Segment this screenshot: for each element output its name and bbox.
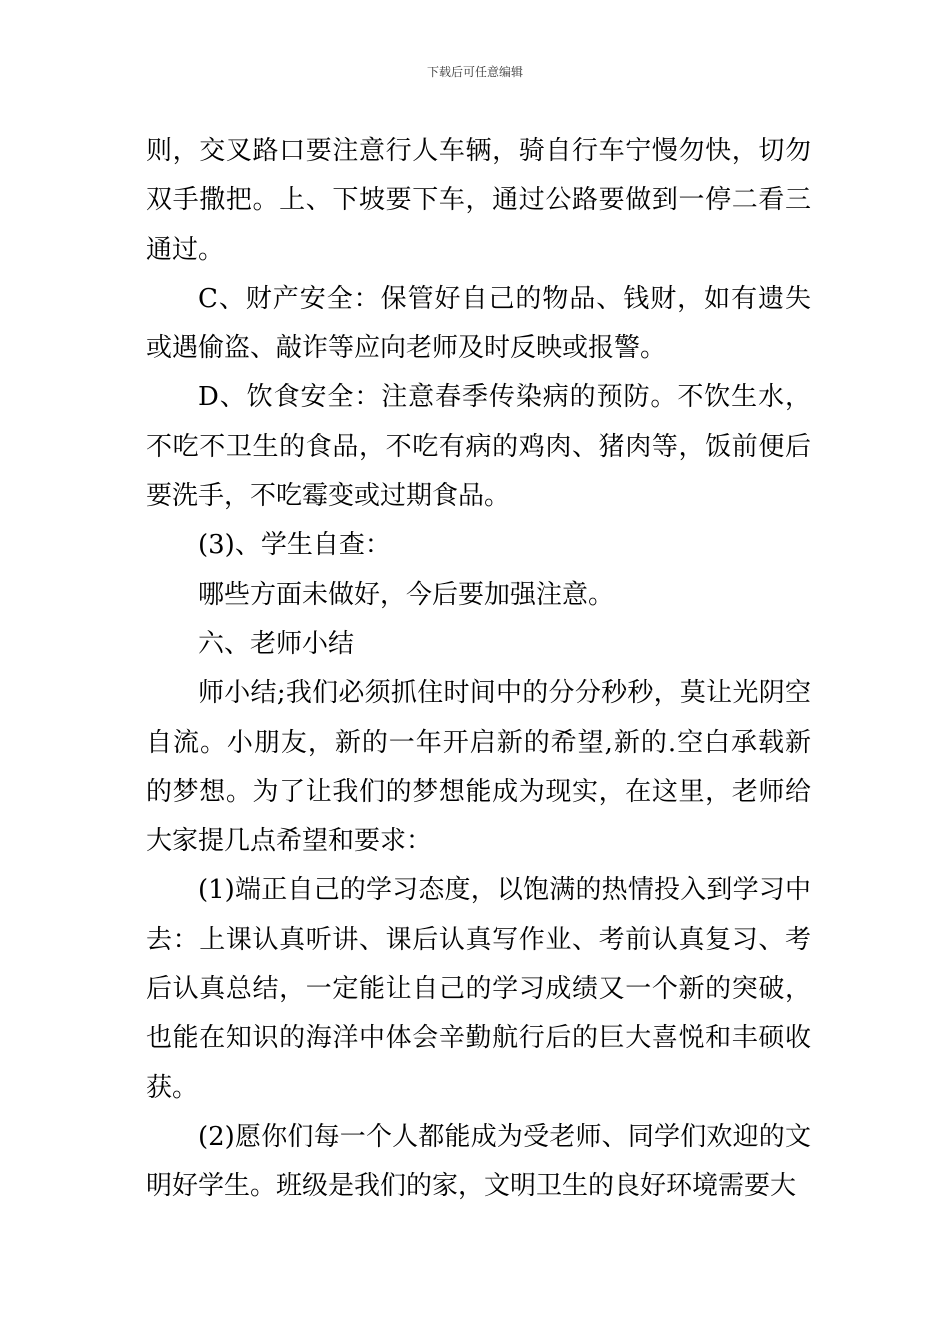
paragraph-hope-1: (1)端正自己的学习态度，以饱满的热情投入到学习中去：上课认真听讲、课后认真写作业、考前认真复习、考后认真总结，一定能让自己的学习成绩又一个新的突破，也能在知识的海洋中体会辛勤航行后的巨大喜悦和丰硕收获。 (146, 875, 811, 1103)
paragraph-summary-intro: 师小结;我们必须抓住时间中的分分秒秒，莫让光阴空自流。小朋友，新的一年开启新的希望,新的.空白承载新的梦想。为了让我们的梦想能成为现实，在这里，老师给大家提几点希望和要求： (146, 678, 811, 857)
paragraph-self-check-content: 哪些方面未做好，今后要加强注意。 (198, 579, 615, 610)
paragraph-hope-2: (2)愿你们每一个人都能成为受老师、同学们欢迎的文明好学生。班级是我们的家，文明卫生的良好环境需要大 (146, 1121, 811, 1202)
document-body (146, 127, 811, 1212)
section-heading-teacher-summary: 六、老师小结 (198, 628, 355, 659)
page-header: 下载后可任意编辑 (426, 65, 523, 79)
paragraph-student-self-check: (3)、学生自查： (198, 530, 391, 561)
paragraph-property-safety: C、财产安全：保管好自己的物品、钱财，如有遗失或遇偷盗、敲诈等应向老师及时反映或报警。 (146, 283, 811, 364)
paragraph-traffic-safety-continued: 则，交叉路口要注意行人车辆，骑自行车宁慢勿快，切勿双手撒把。上、下坡要下车，通过公路要做到一停二看三通过。 (146, 136, 811, 265)
paragraph-food-safety: D、饮食安全：注意春季传染病的预防。不饮生水，不吃不卫生的食品，不吃有病的鸡肉、猪肉等，饭前便后要洗手，不吃霉变或过期食品。 (146, 382, 811, 512)
